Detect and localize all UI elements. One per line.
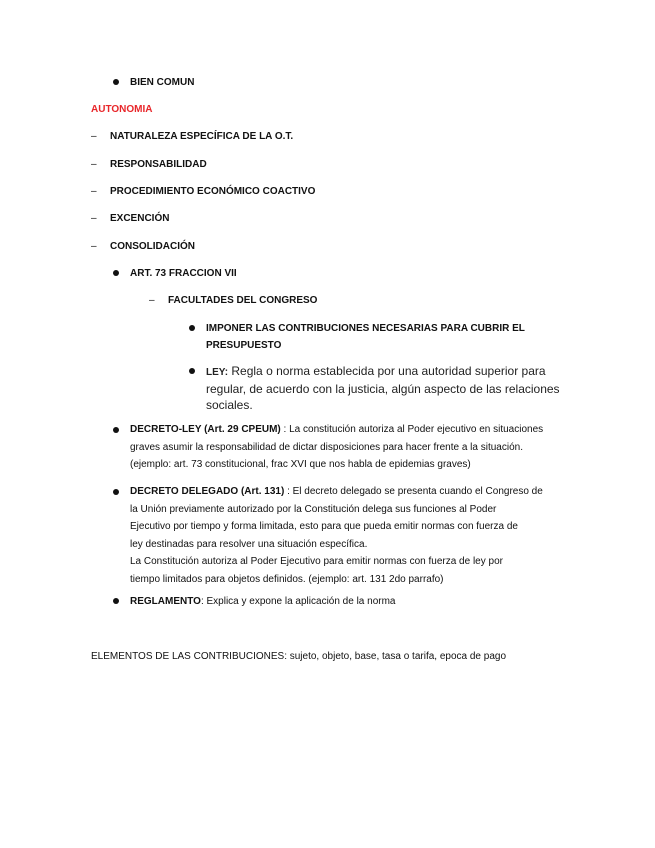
decreto-delegado-line5: La Constitución autoriza al Poder Ejecutivo para emitir normas con fuerza de ley por	[130, 556, 503, 567]
decreto-ley-line1: : La constitución autoriza al Poder ejecutivo en situaciones	[280, 424, 544, 435]
naturaleza-item: NATURALEZA ESPECÍFICA DE LA O.T.	[110, 131, 294, 142]
consolidacion-item: CONSOLIDACIÓN	[110, 241, 195, 252]
reglamento-text: : Explica y expone la aplicación de la norma	[200, 596, 396, 607]
bullet-icon	[113, 489, 119, 495]
imponer-item-line2: PRESUPUESTO	[206, 340, 282, 351]
dash-icon: –	[91, 213, 97, 224]
bullet-icon	[113, 598, 119, 604]
decreto-delegado-paragraph	[130, 483, 543, 588]
decreto-delegado-line6: tiempo limitados para objetos definidos. (ejemplo: art. 131 2do parrafo)	[130, 573, 444, 585]
decreto-ley-paragraph	[130, 421, 543, 474]
elementos-contribuciones: ELEMENTOS DE LAS CONTRIBUCIONES: sujeto, objeto, base, tasa o tarifa, epoca de pago	[91, 651, 507, 662]
bullet-icon	[113, 270, 119, 276]
procedimiento-item: PROCEDIMIENTO ECONÓMICO COACTIVO	[110, 186, 316, 197]
imponer-item-line1: IMPONER LAS CONTRIBUCIONES NECESARIAS PARA CUBRIR EL	[206, 323, 525, 334]
ley-text-line3: sociales.	[206, 398, 253, 412]
facultades-item: FACULTADES DEL CONGRESO	[168, 295, 318, 306]
dash-icon: –	[91, 241, 97, 252]
bullet-icon	[189, 325, 195, 331]
decreto-delegado-line2: la Unión previamente autorizado por la Constitución delega sus funciones al Poder	[130, 503, 497, 515]
dash-icon: –	[91, 159, 97, 170]
ley-text-line2: regular, de acuerdo con la justicia, algún aspecto de las relaciones	[206, 382, 560, 396]
dash-icon: –	[91, 186, 97, 197]
responsabilidad-item: RESPONSABILIDAD	[110, 159, 207, 170]
ley-definition	[206, 363, 560, 413]
decreto-delegado-line4: ley destinadas para resolver una situación específica.	[130, 538, 368, 550]
decreto-delegado-line3: Ejecutivo por tiempo y forma limitada, esto para que pueda emitir normas con fuerza de	[130, 521, 518, 532]
art73-item: ART. 73 FRACCION VII	[130, 268, 237, 279]
decreto-delegado-line1: : El decreto delegado se presenta cuando el Congreso de	[284, 486, 543, 497]
decreto-ley-line2: graves asumir la responsabilidad de dictar disposiciones para hacer frente a la situación.	[130, 441, 523, 453]
decreto-ley-label: DECRETO-LEY (Art. 29 CPEUM)	[130, 424, 281, 435]
decreto-ley-line3: (ejemplo: art. 73 constitucional, frac XVI que nos habla de epidemias graves)	[130, 459, 471, 470]
bullet-icon	[113, 427, 119, 433]
bullet-icon	[189, 368, 195, 374]
ley-text-line1: Regla o norma establecida por una autoridad superior para	[228, 364, 546, 378]
dash-icon: –	[91, 131, 97, 142]
reglamento-label: REGLAMENTO	[130, 596, 201, 607]
ley-label: LEY:	[206, 367, 229, 378]
dash-icon: –	[149, 295, 155, 306]
autonomia-heading: AUTONOMIA	[91, 104, 153, 115]
decreto-delegado-label: DECRETO DELEGADO (Art. 131)	[130, 486, 285, 497]
excencion-item: EXCENCIÓN	[110, 213, 170, 224]
bullet-icon	[113, 79, 119, 85]
bien-comun-item: BIEN COMUN	[130, 77, 195, 88]
reglamento-item	[130, 593, 396, 610]
